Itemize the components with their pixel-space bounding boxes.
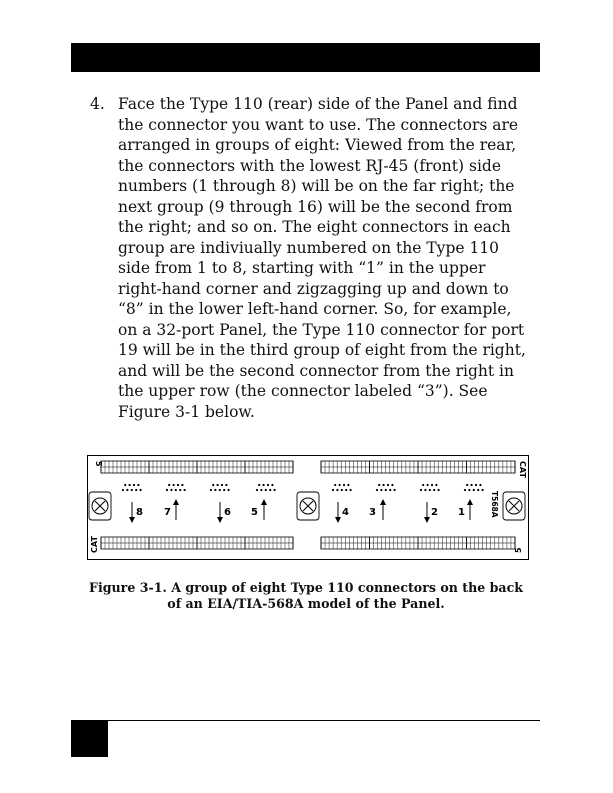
pin-dot bbox=[343, 484, 345, 486]
pin-dot bbox=[466, 484, 468, 486]
step-line: arranged in groups of eight: Viewed from the rear, bbox=[118, 136, 517, 154]
step-line: Figure 3-1 below. bbox=[118, 402, 255, 421]
step-line: and will be the second connector from the right in bbox=[118, 361, 514, 380]
step-line: group are indiviually numbered on the Type 110 bbox=[118, 238, 500, 257]
connector-number-2: 2 bbox=[431, 507, 438, 518]
step-line: next group (9 through 16) will be the second from bbox=[118, 197, 513, 216]
step-line: the right; and so on. The eight connectors in each bbox=[118, 218, 511, 236]
pin-dot bbox=[170, 489, 172, 491]
cat5-label-top-right: CAT bbox=[518, 461, 527, 478]
pin-dot bbox=[341, 489, 343, 491]
pin-dot bbox=[420, 489, 422, 491]
pin-dot bbox=[350, 489, 352, 491]
step-line: right-hand corner and zigzagging up and down to bbox=[118, 279, 509, 298]
pin-dot bbox=[431, 484, 433, 486]
step-line: 19 will be in the third group of eight from the right, bbox=[118, 341, 526, 359]
cat5-label-bottom-right: 5 bbox=[514, 547, 523, 553]
pin-dot bbox=[345, 489, 347, 491]
pin-dot bbox=[267, 484, 269, 486]
pin-dot bbox=[225, 484, 227, 486]
footer-rule bbox=[71, 720, 540, 721]
caption-line: Figure 3-1. A group of eight Type 110 connectors on the back bbox=[89, 580, 523, 595]
pin-dot bbox=[223, 489, 225, 491]
pin-dot bbox=[129, 484, 131, 486]
pin-dot bbox=[131, 489, 133, 491]
step-line: side from 1 to 8, starting with “1” in the upper bbox=[118, 259, 486, 277]
pin-dot bbox=[221, 484, 223, 486]
pin-dot bbox=[177, 484, 179, 486]
connector-number-7: 7 bbox=[164, 507, 171, 518]
pin-dot bbox=[334, 484, 336, 486]
page-tab bbox=[71, 720, 108, 757]
pin-dot bbox=[468, 489, 470, 491]
step-line: the connector you want to use. The connectors are bbox=[118, 115, 519, 134]
pin-dot bbox=[475, 484, 477, 486]
pin-dot bbox=[482, 489, 484, 491]
pin-dot bbox=[217, 484, 219, 486]
pin-dot bbox=[173, 484, 175, 486]
pin-dot bbox=[168, 484, 170, 486]
pin-dot bbox=[175, 489, 177, 491]
cat5-label-bottom-left: CAT bbox=[90, 536, 99, 553]
step-line: numbers (1 through 8) will be on the far right; the bbox=[118, 177, 515, 195]
pin-dot bbox=[269, 489, 271, 491]
pin-dot bbox=[135, 489, 137, 491]
pin-dot bbox=[378, 484, 380, 486]
pin-dot bbox=[479, 484, 481, 486]
pin-dot bbox=[347, 484, 349, 486]
pin-dot bbox=[212, 484, 214, 486]
pin-dot bbox=[166, 489, 168, 491]
pin-dot bbox=[271, 484, 273, 486]
pin-dot bbox=[471, 484, 473, 486]
pin-dot bbox=[210, 489, 212, 491]
connector-number-4: 4 bbox=[342, 507, 349, 518]
pin-dot bbox=[179, 489, 181, 491]
pin-dot bbox=[383, 484, 385, 486]
pin-dot bbox=[376, 489, 378, 491]
connector-number-3: 3 bbox=[369, 507, 376, 518]
connector-panel-figure bbox=[87, 455, 529, 560]
pin-dot bbox=[214, 489, 216, 491]
pin-dot bbox=[387, 484, 389, 486]
connector-number-6: 6 bbox=[224, 507, 231, 518]
connector-number-1: 1 bbox=[458, 507, 465, 518]
pin-dot bbox=[256, 489, 258, 491]
pin-dot bbox=[433, 489, 435, 491]
step-number: 4. bbox=[90, 95, 105, 113]
pin-dot bbox=[424, 489, 426, 491]
pin-dot bbox=[140, 489, 142, 491]
pin-dot bbox=[219, 489, 221, 491]
pin-dot bbox=[122, 489, 124, 491]
panel-diagram bbox=[87, 455, 529, 560]
pin-dot bbox=[181, 484, 183, 486]
pin-dot bbox=[265, 489, 267, 491]
pin-dot bbox=[477, 489, 479, 491]
pin-dot bbox=[438, 489, 440, 491]
pin-dot bbox=[336, 489, 338, 491]
pin-dot bbox=[435, 484, 437, 486]
pin-dot bbox=[394, 489, 396, 491]
pin-dot bbox=[422, 484, 424, 486]
figure-caption bbox=[70, 580, 542, 611]
step-line: on a 32-port Panel, the Type 110 connector for port bbox=[118, 320, 525, 339]
pin-dot bbox=[260, 489, 262, 491]
cat5-label-top-left: 5 bbox=[94, 461, 103, 467]
caption-line: of an EIA/TIA-568A model of the Panel. bbox=[167, 595, 445, 611]
step-line: the upper row (the connector labeled “3”). See bbox=[118, 382, 488, 400]
pin-dot bbox=[389, 489, 391, 491]
pin-dot bbox=[133, 484, 135, 486]
step-text bbox=[118, 94, 538, 422]
step-line: the connectors with the lowest RJ-45 (front) side bbox=[118, 156, 501, 175]
step-line: Face the Type 110 (rear) side of the Panel and find bbox=[118, 95, 518, 113]
header-bar bbox=[71, 43, 540, 72]
pin-dot bbox=[380, 489, 382, 491]
pin-dot bbox=[228, 489, 230, 491]
pin-dot bbox=[258, 484, 260, 486]
pin-dot bbox=[429, 489, 431, 491]
step-line: “8” in the lower left-hand corner. So, for example, bbox=[118, 300, 512, 318]
pin-dot bbox=[339, 484, 341, 486]
connector-number-8: 8 bbox=[136, 507, 143, 518]
pin-dot bbox=[263, 484, 265, 486]
pin-dot bbox=[124, 484, 126, 486]
pin-dot bbox=[427, 484, 429, 486]
pin-dot bbox=[274, 489, 276, 491]
pin-dot bbox=[391, 484, 393, 486]
pin-dot bbox=[332, 489, 334, 491]
pin-dot bbox=[184, 489, 186, 491]
t568a-label: T568A bbox=[490, 491, 499, 518]
pin-dot bbox=[137, 484, 139, 486]
pin-dot bbox=[385, 489, 387, 491]
pin-dot bbox=[473, 489, 475, 491]
pin-dot bbox=[126, 489, 128, 491]
pin-dot bbox=[464, 489, 466, 491]
connector-number-5: 5 bbox=[251, 507, 258, 518]
